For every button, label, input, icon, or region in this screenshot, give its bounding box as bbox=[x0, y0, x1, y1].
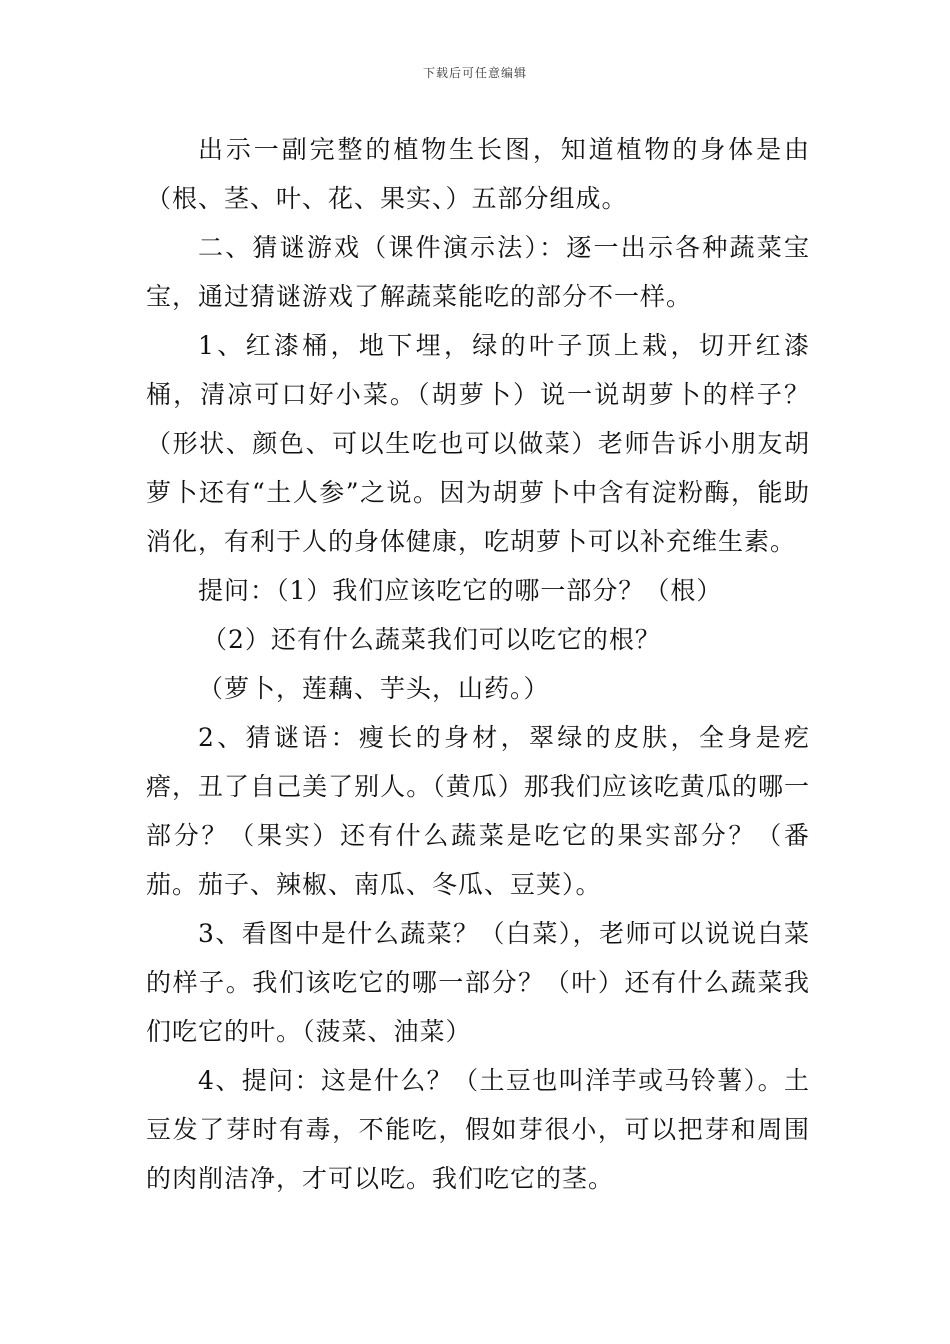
paragraph-cabbage: 3、看图中是什么蔬菜？（白菜），老师可以说说白菜的样子。我们该吃它的哪一部分？（叶）还有什么蔬菜我们吃它的叶。（菠菜、油菜） bbox=[146, 919, 810, 1046]
paragraph-cucumber: 2、猜谜语：瘦长的身材，翠绿的皮肤，全身是疙瘩，丑了自己美了别人。（黄瓜）那我们应该吃黄瓜的哪一部分？（果实）还有什么蔬菜是吃它的果实部分？（番茄。茄子、辣椒、南瓜、冬瓜、豆荚）。 bbox=[146, 723, 810, 899]
paragraph-riddle-game: 二、猜谜游戏（课件演示法）：逐一出示各种蔬菜宝宝，通过猜谜游戏了解蔬菜能吃的部分不一样。 bbox=[146, 233, 810, 311]
paragraph-question-1: 提问：（1）我们应该吃它的哪一部分？（根） bbox=[198, 576, 723, 605]
page-header: 下载后可任意编辑 bbox=[422, 66, 527, 80]
paragraph-question-2: （2）还有什么蔬菜我们可以吃它的根？ bbox=[202, 625, 661, 654]
paragraph-root-answers: （萝卜，莲藕、芋头，山药。） bbox=[198, 674, 550, 703]
paragraph-carrot: 1、红漆桶，地下埋，绿的叶子顶上栽，切开红漆桶，清凉可口好小菜。（胡萝卜）说一说胡萝卜的样子？（形状、颜色、可以生吃也可以做菜）老师告诉小朋友胡萝卜还有“土人参”之说。因为胡萝卜中含有淀粉酶，能助消化，有利于人的身体健康，吃胡萝卜可以补充维生素。 bbox=[146, 331, 810, 556]
paragraph-plant-parts: 出示一副完整的植物生长图，知道植物的身体是由（根、茎、叶、花、果实、）五部分组成。 bbox=[146, 135, 810, 213]
paragraph-potato: 4、提问：这是什么？（土豆也叫洋芋或马铃薯）。土豆发了芽时有毒，不能吃，假如芽很小，可以把芽和周围的肉削洁净，才可以吃。我们吃它的茎。 bbox=[146, 1066, 810, 1193]
document-body bbox=[146, 125, 810, 1203]
